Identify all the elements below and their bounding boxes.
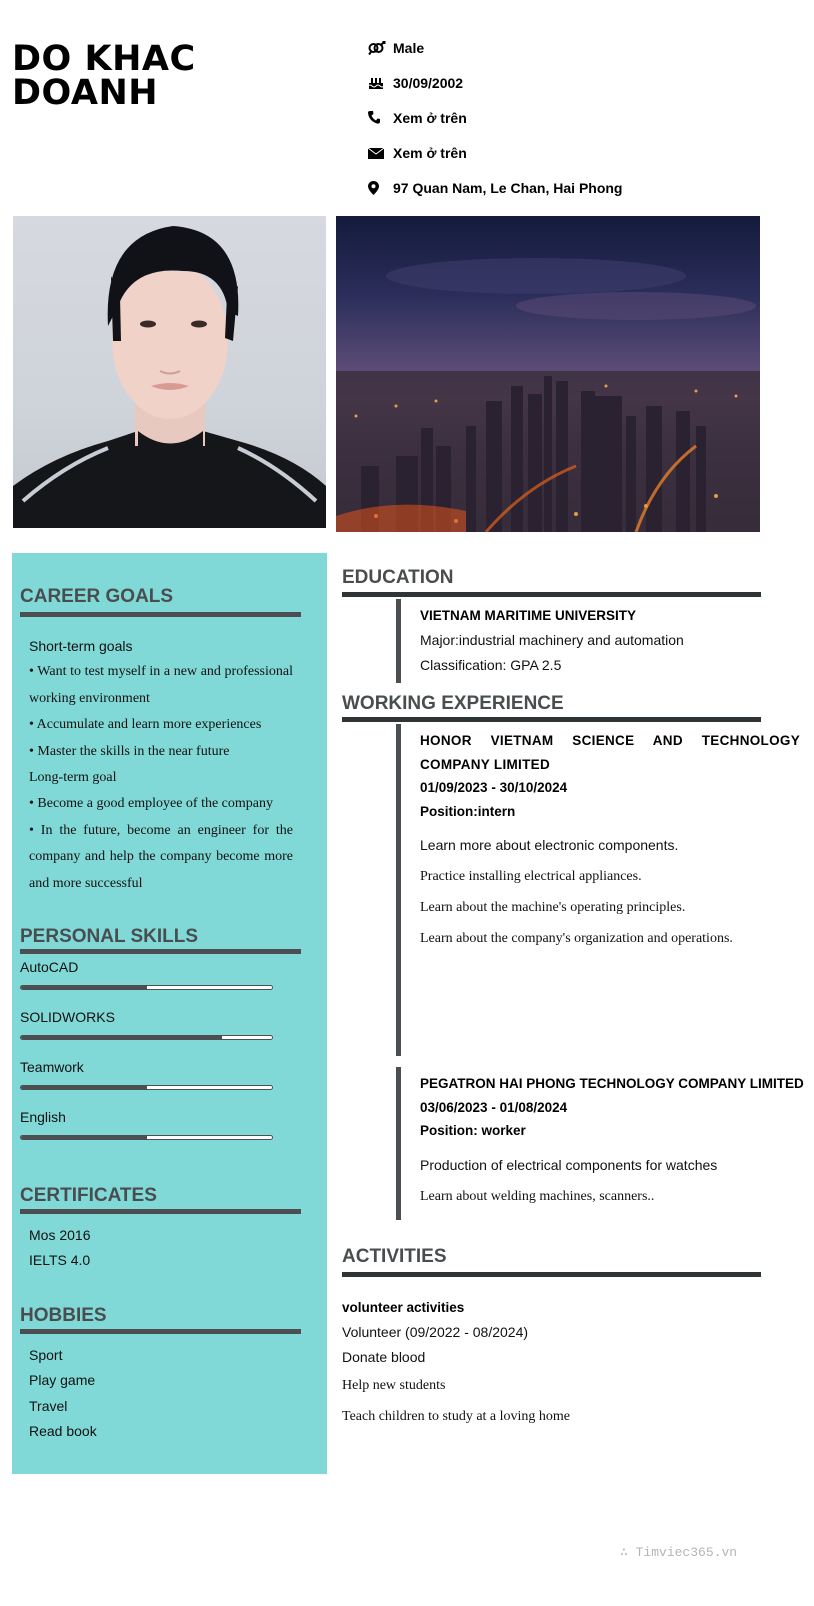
job-detail: Learn about welding machines, scanners.. [420, 1188, 655, 1204]
contact-birthday-text: 30/09/2002 [393, 74, 464, 91]
hobbies-list [29, 1343, 97, 1444]
education-entry-bar [396, 599, 401, 683]
activity-item: Teach children to study at a loving home [342, 1408, 571, 1424]
career-goals-divider [20, 612, 301, 617]
hobby-item: Read book [29, 1422, 97, 1439]
certificates-divider [20, 1209, 301, 1214]
contact-gender [368, 30, 622, 65]
education-entry [420, 604, 684, 678]
name-line-2: DOANH [12, 73, 159, 113]
skill-progress-bar [20, 1085, 273, 1090]
contact-phone-text: Xem ở trên [393, 109, 467, 126]
experience-heading: WORKING EXPERIENCE [342, 693, 564, 714]
hobby-item: Play game [29, 1372, 96, 1389]
personal-skills-divider [20, 949, 301, 954]
birthday-cake-icon [368, 76, 393, 90]
experience-divider [342, 717, 761, 722]
goal-line: • In the future, become an engineer for the company and help the company become more and more successful [29, 822, 293, 891]
skill-item-solidworks [20, 1009, 280, 1025]
certificates-list [29, 1223, 90, 1274]
contact-info [368, 30, 622, 205]
education-classification: Classification: GPA 2.5 [420, 656, 562, 673]
skill-item-autocad [20, 959, 280, 975]
contact-gender-text: Male [393, 39, 425, 56]
phone-icon [368, 111, 393, 124]
contact-address-text: 97 Quan Nam, Le Chan, Hai Phong [393, 179, 623, 196]
activity-item: Help new students [342, 1377, 446, 1393]
goal-line: Long-term goal [29, 770, 117, 786]
job-company: HONOR VIETNAM SCIENCE AND TECHNOLOGY COMPANY LIMITED [420, 733, 800, 772]
contact-email [368, 135, 622, 170]
school-name: VIETNAM MARITIME UNIVERSITY [420, 608, 637, 623]
activities-entry [342, 1296, 570, 1432]
sidebar-panel [12, 553, 327, 1474]
skill-progress-bar [20, 1135, 273, 1140]
job-dates: 01/09/2023 - 30/10/2024 [420, 780, 568, 795]
portrait-photo [13, 216, 326, 528]
name-line-1: DO KHAC [12, 39, 196, 79]
skill-progress-fill [21, 1086, 147, 1089]
skill-progress-bar [20, 1035, 273, 1040]
job-detail: Practice installing electrical appliances. [420, 869, 642, 884]
job-entry-honor [420, 729, 800, 954]
goal-line: • Accumulate and learn more experiences [29, 717, 262, 733]
goal-line: • Master the skills in the near future [29, 743, 230, 759]
skill-progress-bar [20, 985, 273, 990]
skill-label: SOLIDWORKS [20, 1009, 115, 1025]
activity-title: volunteer activities [342, 1300, 465, 1315]
hobbies-heading: HOBBIES [20, 1305, 107, 1326]
hobby-item: Sport [29, 1347, 63, 1363]
envelope-icon [368, 147, 393, 159]
job-detail: Learn more about electronic components. [420, 837, 679, 853]
goal-line: • Become a good employee of the company [29, 796, 273, 812]
certificate-item: Mos 2016 [29, 1227, 91, 1243]
education-divider [342, 592, 761, 597]
activity-role: Volunteer (09/2022 - 08/2024) [342, 1323, 529, 1340]
job-position: Position: worker [420, 1123, 526, 1138]
city-night-skyline-image [336, 216, 760, 532]
job-dates: 03/06/2023 - 01/08/2024 [420, 1099, 568, 1115]
job-detail: Learn about the machine's operating principles. [420, 900, 686, 915]
contact-phone [368, 100, 622, 135]
job-entry-bar [396, 1067, 401, 1220]
contact-email-text: Xem ở trên [393, 144, 467, 161]
certificates-heading: CERTIFICATES [20, 1185, 157, 1206]
contact-birthday [368, 65, 622, 100]
skill-label: Teamwork [20, 1059, 84, 1075]
hobbies-divider [20, 1329, 301, 1334]
activities-heading: ACTIVITIES [342, 1246, 447, 1267]
skill-label: English [20, 1109, 66, 1125]
map-marker-icon [368, 181, 393, 195]
candidate-name [12, 39, 196, 113]
career-goals-list [29, 633, 293, 897]
skill-progress-fill [21, 986, 147, 989]
activity-item: Donate blood [342, 1348, 426, 1365]
job-detail: Production of electrical components for watches [420, 1156, 718, 1173]
personal-skills-heading: PERSONAL SKILLS [20, 926, 199, 947]
skill-label: AutoCAD [20, 959, 79, 975]
watermark: ∴ Timviec365.vn [620, 1545, 738, 1560]
job-detail: Learn about the company's organization and operations. [420, 931, 733, 946]
goal-line: Short-term goals [29, 638, 133, 654]
job-entry-bar [396, 724, 401, 1056]
job-position: Position:intern [420, 803, 516, 819]
career-goals-heading: CAREER GOALS [20, 586, 174, 607]
skill-progress-fill [21, 1036, 222, 1039]
hobby-item: Travel [29, 1397, 68, 1414]
job-entry-pegatron [420, 1072, 804, 1212]
activities-divider [342, 1272, 761, 1277]
education-major: Major:industrial machinery and automation [420, 631, 684, 648]
certificate-item: IELTS 4.0 [29, 1252, 91, 1269]
skill-item-english [20, 1109, 280, 1125]
gender-icon [368, 41, 393, 55]
job-company: PEGATRON HAI PHONG TECHNOLOGY COMPANY LIMITED [420, 1076, 804, 1091]
skill-item-teamwork [20, 1059, 280, 1075]
education-heading: EDUCATION [342, 567, 454, 588]
skill-progress-fill [21, 1136, 147, 1139]
goal-line: • Want to test myself in a new and professional working environment [29, 664, 293, 706]
contact-address [368, 170, 622, 205]
